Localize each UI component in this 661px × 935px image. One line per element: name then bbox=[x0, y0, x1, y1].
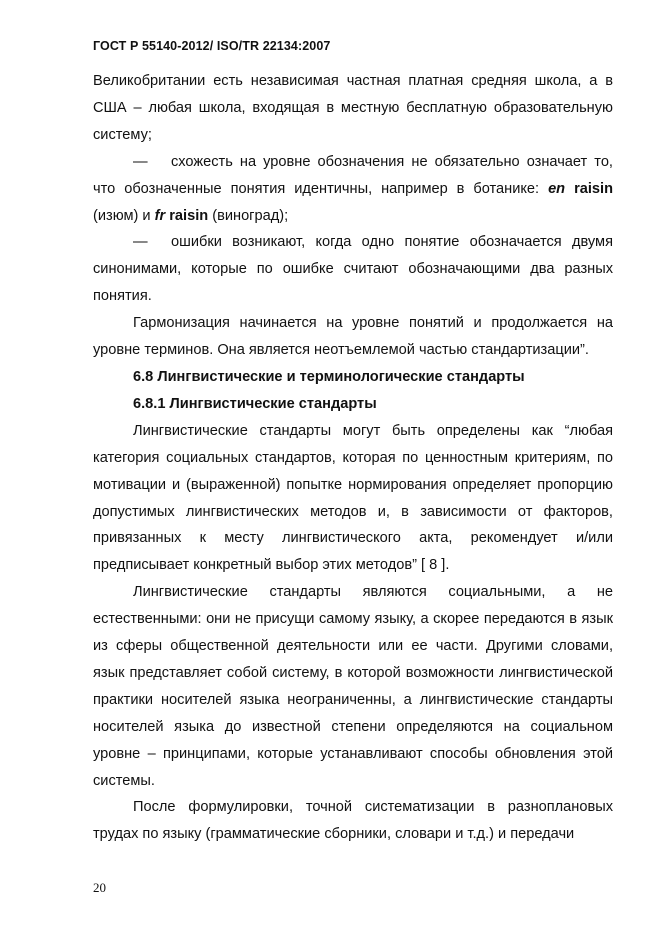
document-body bbox=[93, 68, 613, 848]
list-item-text: ошибки возникают, когда одно понятие обозначается двумя синонимами, которые по ошибке считают обозначающими два разных понятия. bbox=[93, 234, 613, 305]
term-raisin-fr: raisin bbox=[169, 207, 209, 224]
section-heading-6-8-1: 6.8.1 Лингвистические стандарты bbox=[133, 395, 377, 412]
list-item-similarity bbox=[93, 149, 613, 230]
term-raisin-en: raisin bbox=[574, 180, 613, 197]
list-item-errors bbox=[93, 229, 613, 310]
list-item-text: схожесть на уровне обозначения не обязательно означает то, что обозначенные понятия идентичны, например в ботанике: bbox=[93, 153, 613, 197]
paragraph-formulation: После формулировки, точной систематизации в разноплановых трудах по языку (грамматические сборники, словари и т.д.) и передачи bbox=[93, 799, 613, 843]
paragraph-continuation: Великобритании есть независимая частная платная средняя школа, а в США – любая школа, входящая в местную бесплатную образовательную систему; bbox=[93, 73, 613, 143]
section-heading-6-8: 6.8 Лингвистические и терминологические стандарты bbox=[133, 368, 525, 385]
language-code-fr: fr bbox=[154, 207, 166, 224]
dash-marker: — bbox=[133, 234, 148, 251]
language-code-en: en bbox=[548, 180, 566, 197]
paragraph-definition: Лингвистические стандарты могут быть определены как “любая категория социальных стандартов, которая по ценностным критериям, по мотивации и (выраженной) попытке нормирования определяет пропорцию допустимых лингвистических методов и, в зависимости от факторов, привязанных к месту лингвистического акта, рекомендует и/или предписывает конкретный выбор этих методов” [ 8 ]. bbox=[93, 422, 613, 574]
gloss-en: (изюм) и bbox=[93, 207, 155, 224]
paragraph-harmonization: Гармонизация начинается на уровне понятий и продолжается на уровне терминов. Она является неотъемлемой частью стандартизации”. bbox=[93, 315, 613, 359]
page-number: 20 bbox=[93, 880, 106, 895]
paragraph-social-standards: Лингвистические стандарты являются социальными, а не естественными: они не присущи самому языку, а скорее передаются в язык из сферы общественной деятельности или ее части. Другими словами, язык представляет собой систему, в которой возможности лингвистической практики носителей языка неограниченны, а лингвистические стандарты носителей языка до известной степени определяются на социальном уровне – принципами, которые устанавливают способы обновления этой системы. bbox=[93, 584, 613, 789]
dash-marker: — bbox=[133, 153, 148, 170]
gloss-fr: (виноград); bbox=[208, 207, 289, 224]
document-header: ГОСТ Р 55140-2012/ ISO/TR 22134:2007 bbox=[93, 39, 331, 53]
